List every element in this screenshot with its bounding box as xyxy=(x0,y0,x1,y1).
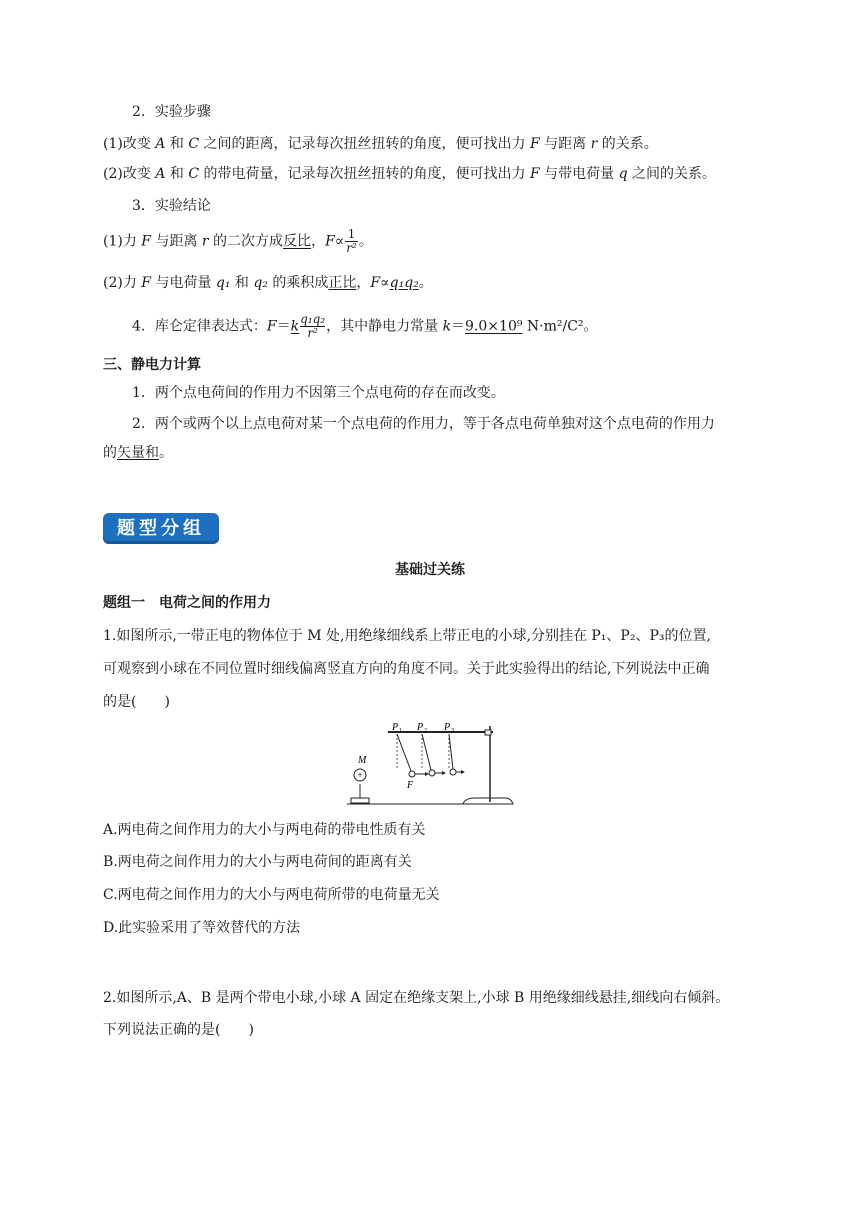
part3-heading: 三、静电力计算 xyxy=(103,357,201,373)
answer-blank: q₁q₂ xyxy=(389,275,419,291)
fraction-q1q2-over-r2: $\frac{\text{q₁q₂}}{\text{r²}}$ xyxy=(300,312,326,340)
svg-text:+: + xyxy=(357,770,363,780)
svg-text:2: 2 xyxy=(424,728,427,734)
svg-text:1: 1 xyxy=(399,728,402,734)
q1-option-c: C.两电荷之间作用力的大小与两电荷所带的电荷量无关 xyxy=(103,887,440,903)
practice-title: 基础过关练 xyxy=(395,562,465,578)
pendulum-figure xyxy=(345,718,515,808)
answer-blank: 9.0×10⁹ xyxy=(465,318,523,335)
group1-heading: 题组一 电荷之间的作用力 xyxy=(103,595,271,611)
clamp xyxy=(485,730,491,735)
step2-text: (2)改变 A 和 C 的带电荷量，记录每次扭丝扭转的角度，便可找出力 F 与带电荷量 q 之间的关系。 xyxy=(103,166,716,182)
svg-text:P: P xyxy=(417,722,424,733)
section-banner: 题型分组 xyxy=(103,513,219,544)
svg-text:3: 3 xyxy=(451,728,454,734)
part3-p2: 2．两个或两个以上点电荷对某一个点电荷的作用力，等于各点电荷单独对这个点电荷的作用力 xyxy=(132,416,715,432)
part3-p2-cont: 的矢量和。 xyxy=(103,445,173,461)
charged-object-m xyxy=(351,755,369,803)
answer-blank: 矢量和 xyxy=(117,445,159,461)
answer-blank: 反比 xyxy=(283,233,312,250)
q2-line2: 下列说法正确的是( ) xyxy=(103,1022,254,1038)
label-m: M xyxy=(358,755,367,766)
q1-line1: 1.如图所示,一带正电的物体位于 M 处,用绝缘细线系上带正电的小球,分别挂在 P₁、P₂、P₃的位置, xyxy=(103,628,711,644)
q1-option-d: D.此实验采用了等效替代的方法 xyxy=(103,920,301,936)
fraction-1-over-r2: $\frac{1}{\text{r²}}$ xyxy=(346,227,357,255)
answer-blank: 正比 xyxy=(328,275,357,291)
step1-text: (1)改变 A 和 C 之间的距离，记录每次扭丝扭转的角度，便可找出力 F 与距离 r 的关系。 xyxy=(103,136,658,152)
q1-line2: 可观察到小球在不同位置时细线偏离竖直方向的角度不同。关于此实验得出的结论,下列说法中正确 xyxy=(103,661,710,677)
q1-line3: 的是( ) xyxy=(103,694,170,710)
section2-heading: 2．实验步骤 xyxy=(132,104,211,120)
q1-option-b: B.两电荷之间作用力的大小与两电荷间的距离有关 xyxy=(103,854,412,870)
coulomb-law: 4．库仑定律表达式：F＝k $\frac{\text{q₁q₂}}{\text{r²}}$ ，其中静电力常量 k＝9.0×10⁹ N·m²/C²。 xyxy=(132,312,598,340)
q2-line1: 2.如图所示,A、B 是两个带电小球,小球 A 固定在绝缘支架上,小球 B 用绝缘细线悬挂,细线向右倾斜。 xyxy=(103,990,730,1006)
svg-text:P: P xyxy=(392,722,399,733)
svg-text:P: P xyxy=(444,722,451,733)
conclusion1: (1)力 F 与距离 r 的二次方成反比，F∝ $\frac{1}{\text{r²}}$ 。 xyxy=(103,227,373,255)
part3-p1: 1．两个点电荷间的作用力不因第三个点电荷的存在而改变。 xyxy=(132,385,505,401)
stand-base xyxy=(463,798,513,804)
q1-option-a: A.两电荷之间作用力的大小与两电荷的带电性质有关 xyxy=(103,822,426,838)
section3-heading: 3．实验结论 xyxy=(132,198,211,214)
conclusion2: (2)力 F 与电荷量 q₁ 和 q₂ 的乘积成正比，F∝q₁q₂。 xyxy=(103,275,433,291)
svg-text:F: F xyxy=(407,780,414,791)
